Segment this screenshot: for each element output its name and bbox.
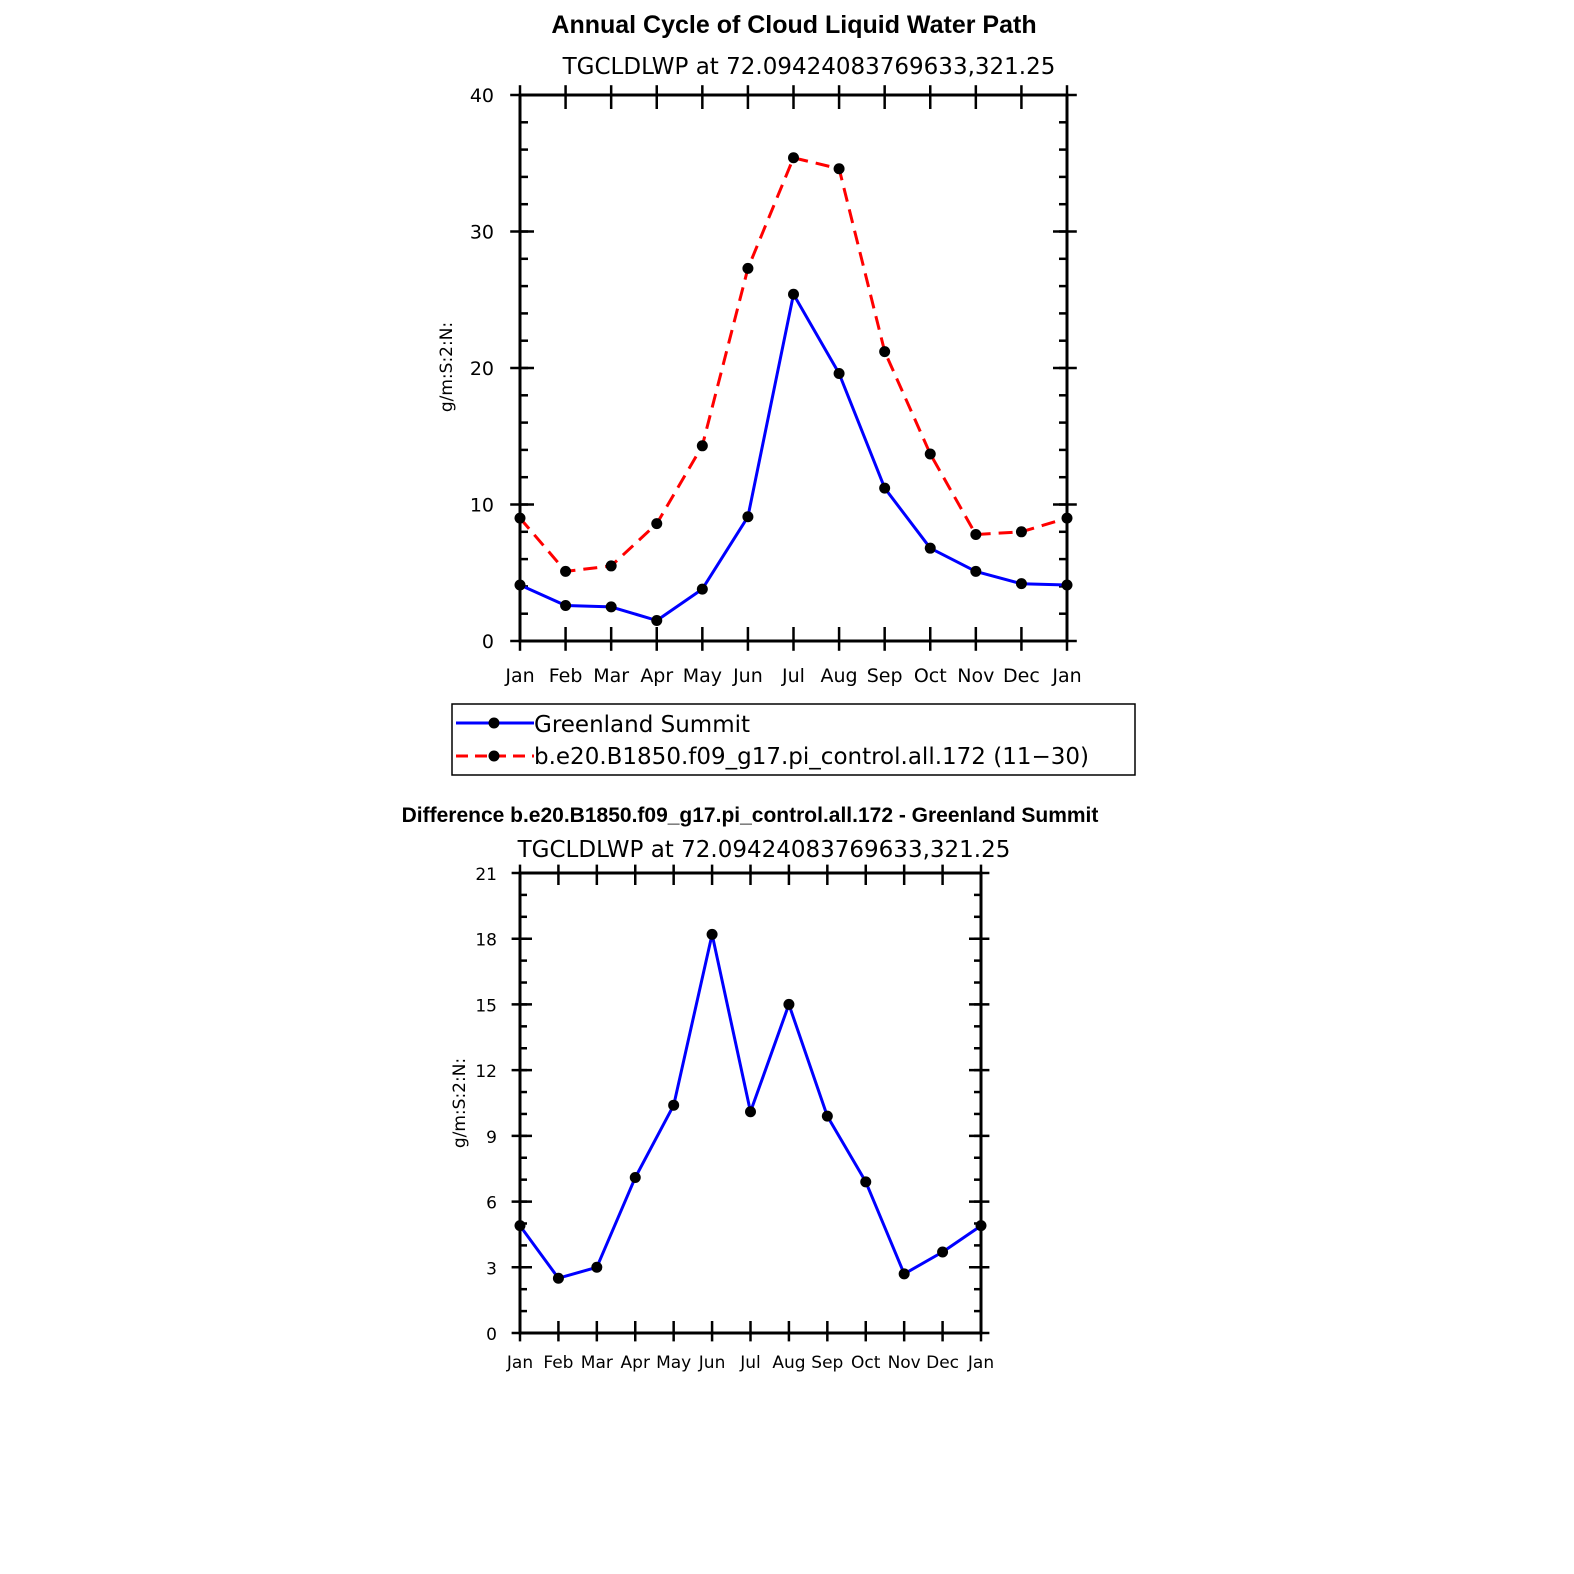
panel2-x-tick-label: Jun bbox=[698, 1353, 726, 1373]
panel1-series-1-point bbox=[1016, 526, 1027, 537]
panel1-series-1-point bbox=[970, 529, 981, 540]
panel1-y-tick-label: 40 bbox=[469, 85, 494, 107]
panel1-x-tick-label: Apr bbox=[640, 665, 674, 687]
panel1-series-1-point bbox=[879, 346, 890, 357]
panel2-x-tick-label: Jan bbox=[506, 1353, 534, 1373]
panel2-y-tick-label: 6 bbox=[486, 1193, 497, 1214]
panel1-series-layer bbox=[515, 152, 1073, 626]
panel2-series-0-point bbox=[707, 929, 718, 940]
panel2-title: Difference b.e20.B1850.f09_g17.pi_control.all.172 - Greenland Summit bbox=[401, 804, 1099, 827]
panel1-y-axis-label: g/m:S:2:N: bbox=[437, 321, 457, 413]
panel2-series-0-point bbox=[937, 1246, 948, 1257]
panel2-y-tick-label: 12 bbox=[475, 1062, 497, 1083]
panel1-series-0-point bbox=[834, 368, 845, 379]
panel1-x-tick-label: Jun bbox=[733, 665, 763, 687]
panel2-series-0-point bbox=[822, 1111, 833, 1122]
panel1-series-1-point bbox=[1062, 513, 1073, 524]
panel2-x-tick-label: May bbox=[656, 1353, 692, 1373]
panel2-series-0-point bbox=[783, 999, 794, 1010]
panel1-y-tick-label: 10 bbox=[469, 494, 494, 517]
panel1-x-tick-label: Feb bbox=[548, 665, 583, 687]
panel2-y-tick-label: 9 bbox=[486, 1127, 497, 1148]
annual-cycle-panel bbox=[437, 11, 1135, 775]
panel1-series-1-point bbox=[925, 448, 936, 459]
panel2-y-tick-label: 21 bbox=[475, 865, 497, 885]
panel1-series-1-point bbox=[560, 566, 571, 577]
panel1-series-0-point bbox=[515, 580, 526, 591]
legend-marker-greenland bbox=[489, 718, 500, 729]
panel1-series-0-point bbox=[560, 600, 571, 611]
panel1-x-tick-label: Sep bbox=[866, 665, 903, 687]
panel1-y-tick-label: 20 bbox=[469, 358, 494, 380]
panel1-x-tick-label: Aug bbox=[820, 665, 858, 687]
panel1-x-tick-label: Jan bbox=[505, 665, 535, 687]
panel1-series-1-point bbox=[651, 518, 662, 529]
panel1-series-1-point bbox=[742, 263, 753, 274]
panel2-series-0-point bbox=[976, 1220, 987, 1231]
panel1-subtitle: TGCLDLWP at 72.09424083769633,321.25 bbox=[562, 54, 1056, 80]
panel2-plot-frame bbox=[520, 873, 981, 1333]
panel2-y-tick-label: 0 bbox=[486, 1325, 497, 1345]
panel2-series-0-point bbox=[899, 1268, 910, 1279]
panel1-series-0-point bbox=[651, 615, 662, 626]
panel2-series-0-point bbox=[860, 1176, 871, 1187]
panel1-series-1-point bbox=[697, 440, 708, 451]
panel1-series-0-point bbox=[1062, 580, 1073, 591]
panel2-y-axis-label: g/m:S:2:N: bbox=[450, 1057, 470, 1149]
panel1-x-tick-label: Jan bbox=[1052, 665, 1082, 687]
panel2-series-0-point bbox=[515, 1220, 526, 1231]
panel2-x-tick-label: Jan bbox=[967, 1353, 995, 1373]
panel1-series-0-point bbox=[742, 511, 753, 522]
panel1-title: Annual Cycle of Cloud Liquid Water Path bbox=[551, 11, 1037, 39]
panel1-x-tick-label: Oct bbox=[913, 665, 947, 687]
panel2-y-tick-label: 18 bbox=[475, 930, 497, 951]
panel2-x-tick-label: Oct bbox=[851, 1353, 881, 1373]
panel2-subtitle: TGCLDLWP at 72.09424083769633,321.25 bbox=[517, 837, 1011, 863]
panel2-y-tick-label: 15 bbox=[475, 996, 497, 1017]
panel1-series-1-point bbox=[606, 560, 617, 571]
panel2-series-0-point bbox=[630, 1172, 641, 1183]
panel2-x-tick-label: Mar bbox=[580, 1353, 613, 1373]
panel2-y-tick-label: 3 bbox=[486, 1259, 497, 1280]
panel2-series-0-point bbox=[745, 1106, 756, 1117]
difference-panel bbox=[402, 804, 1099, 1373]
panel2-series-0-point bbox=[668, 1100, 679, 1111]
legend-label-model: b.e20.B1850.f09_g17.pi_control.all.172 (11−30) bbox=[534, 744, 1089, 770]
panel1-series-0-point bbox=[1016, 578, 1027, 589]
panel2-x-tick-label: Dec bbox=[926, 1353, 960, 1373]
panel2-x-tick-label: Sep bbox=[811, 1353, 844, 1373]
panel2-x-tick-label: Nov bbox=[887, 1353, 921, 1373]
panel1-series-0-point bbox=[879, 483, 890, 494]
panel1-x-tick-label: Jul bbox=[782, 665, 805, 687]
legend-marker-model bbox=[489, 751, 500, 762]
panel1-series-1-point bbox=[515, 513, 526, 524]
panel1-x-tick-label: Dec bbox=[1003, 665, 1040, 687]
panel2-series-0-point bbox=[553, 1273, 564, 1284]
panel1-series-1-point bbox=[788, 152, 799, 163]
panel1-series-0-point bbox=[925, 543, 936, 554]
legend bbox=[452, 704, 1135, 775]
legend-label-greenland: Greenland Summit bbox=[534, 712, 751, 738]
panel2-x-tick-label: Feb bbox=[543, 1353, 574, 1373]
panel1-y-tick-label: 0 bbox=[481, 631, 494, 653]
panel1-series-0-point bbox=[606, 601, 617, 612]
panel1-series-line-1 bbox=[520, 158, 1067, 572]
panel2-x-tick-label: Apr bbox=[620, 1353, 650, 1373]
panel1-series-0-point bbox=[788, 289, 799, 300]
panel2-series-line-0 bbox=[520, 934, 981, 1278]
panel2-x-tick-label: Aug bbox=[772, 1353, 806, 1373]
panel1-x-tick-label: May bbox=[682, 665, 722, 687]
panel1-series-0-point bbox=[697, 584, 708, 595]
panel1-y-tick-label: 30 bbox=[469, 221, 494, 244]
panel1-series-1-point bbox=[834, 163, 845, 174]
panel2-series-0-point bbox=[591, 1262, 602, 1273]
panel2-axes bbox=[475, 865, 994, 1373]
panel1-plot-frame bbox=[520, 95, 1067, 641]
panel1-x-tick-label: Nov bbox=[957, 665, 995, 687]
panel2-x-tick-label: Jul bbox=[740, 1353, 761, 1373]
panel1-series-line-0 bbox=[520, 294, 1067, 620]
panel1-series-0-point bbox=[970, 566, 981, 577]
panel2-series-layer bbox=[515, 929, 987, 1284]
panel1-x-tick-label: Mar bbox=[593, 665, 630, 687]
